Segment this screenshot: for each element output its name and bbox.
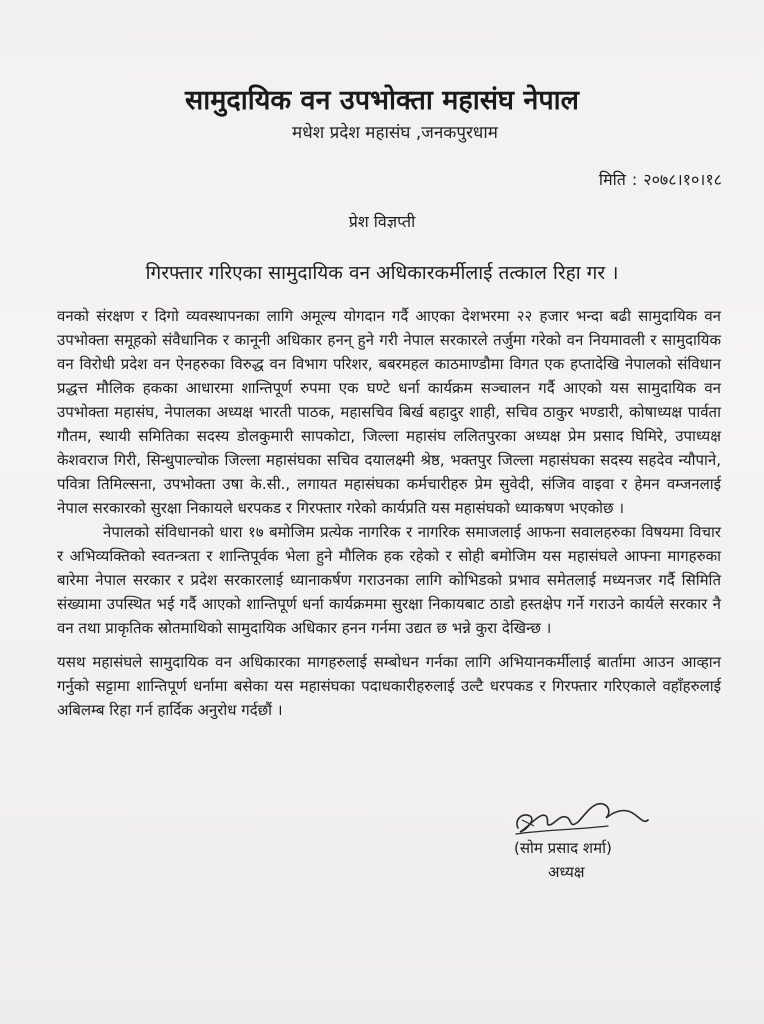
organization-name: सामुदायिक वन उपभोक्ता महासंघ नेपाल	[185, 85, 579, 116]
headline: गिरफ्तार गरिएका सामुदायिक वन अधिकारकर्मीलाई तत्काल रिहा गर ।	[145, 262, 619, 284]
body-text	[57, 304, 721, 722]
date-label: मिति	[598, 170, 626, 189]
signature-image	[512, 790, 652, 840]
branch-name: मधेश प्रदेश महासंघ ,जनकपुरधाम	[292, 123, 498, 143]
paragraph-2: नेपालको संविधानको धारा १७ बमोजिम प्रत्येक नागरिक र नागरिक समाजलाई आफना सवालहरुका विषयमा विचार र अभिव्यक्तिको स्वतन्त्रता र शान्तिपूर्वक भेला हुने मौलिक हक रहेको र सोही बमोजिम यस महासंघले आफ्ना मागहरुका बारेमा नेपाल सरकार र प्रदेश सरकारलाई ध्यानाकर्षण गराउनका लागि कोभिडको प्रभाव समेतलाई मध्यनजर गर्दै सिमिति संख्यामा उपस्थित भई गर्दै आएको शान्तिपूर्ण धर्ना कार्यक्रममा सुरक्षा निकायबाट ठाडो हस्तक्षेप गर्ने गराउने कार्यले सरकार नै वन तथा प्राकृतिक स्रोतमाथिको सामुदायिक अधिकार हनन गर्नमा उद्यत छ भन्ने कुरा देखिन्छ ।	[57, 523, 721, 637]
paragraph-1: वनको संरक्षण र दिगो व्यवस्थापनका लागि अमूल्य योगदान गर्दै आएका देशभरमा २२ हजार भन्दा बढी सामुदायिक वन उपभोक्ता समूहको संवैधानिक र कानूनी अधिकार हनन् हुने गरी नेपाल सरकारले तर्जुमा गरेको वन नियमावली र सामुदायिक वन विरोधी प्रदेश वन ऐनहरुका विरुद्ध वन विभाग परिशर, बबरमहल काठमाण्डौमा विगत एक हप्तादेखि नेपालको संविधान प्रद्धत्त मौलिक हकका आधारमा शान्तिपूर्ण रुपमा एक घण्टे धर्ना कार्यक्रम सञ्चालन गर्दै आएको यस सामुदायिक वन उपभोक्ता महासंघ, नेपालका अध्यक्ष भारती पाठक, महासचिव बिर्ख बहादुर शाही, सचिव ठाकुर भण्डारी, कोषाध्यक्ष पार्वता गौतम, स्थायी समितिका सदस्य डोलकुमारी सापकोटा, जिल्ला महासंघ ललितपुरका अध्यक्ष प्रेम प्रसाद घिमिरे, उपाध्यक्ष केशवराज गिरी, सिन्धुपाल्चोक जिल्ला महासंघका सचिव दयालक्ष्मी श्रेष्ठ, भक्तपुर जिल्ला महासंघका सदस्य सहदेव न्यौपाने, पवित्रा तिमिल्सना, उपभोक्ता उषा के.सी., लगायत महासंघका कर्मचारीहरु प्रेम सुवेदी, संजिव वाइवा र हेमन वम्जनलाई नेपाल सरकारको सुरक्षा निकायले धरपकड र गिरफ्तार गरेको कार्यप्रति यस महासंघको ध्याकषण भएकोछ ।	[57, 307, 721, 517]
date-line: मिति : २०७८।१०।१८	[598, 170, 722, 189]
date-value: २०७८।१०।१८	[643, 170, 722, 189]
signatory-name: (सोम प्रसाद शर्मा)	[514, 839, 612, 857]
paragraph-3: यसथ महासंघले सामुदायिक वन अधिकारका मागहरुलाई सम्बोधन गर्नका लागि अभियानकर्मीलाई बार्तामा आउन आव्हान गर्नुको सट्टामा शान्तिपूर्ण धर्नामा बसेका यस महासंघका पदाधकारीहरुलाई उल्टै धरपकड र गिरफ्तार गरिएकाले वहाँहरुलाई अबिलम्ब रिहा गर्न हार्दिक अनुरोध गर्दछौं ।	[57, 653, 721, 719]
notice-type: प्रेश विज्ञप्ती	[348, 212, 416, 231]
signatory-title: अध्यक्ष	[548, 863, 585, 881]
